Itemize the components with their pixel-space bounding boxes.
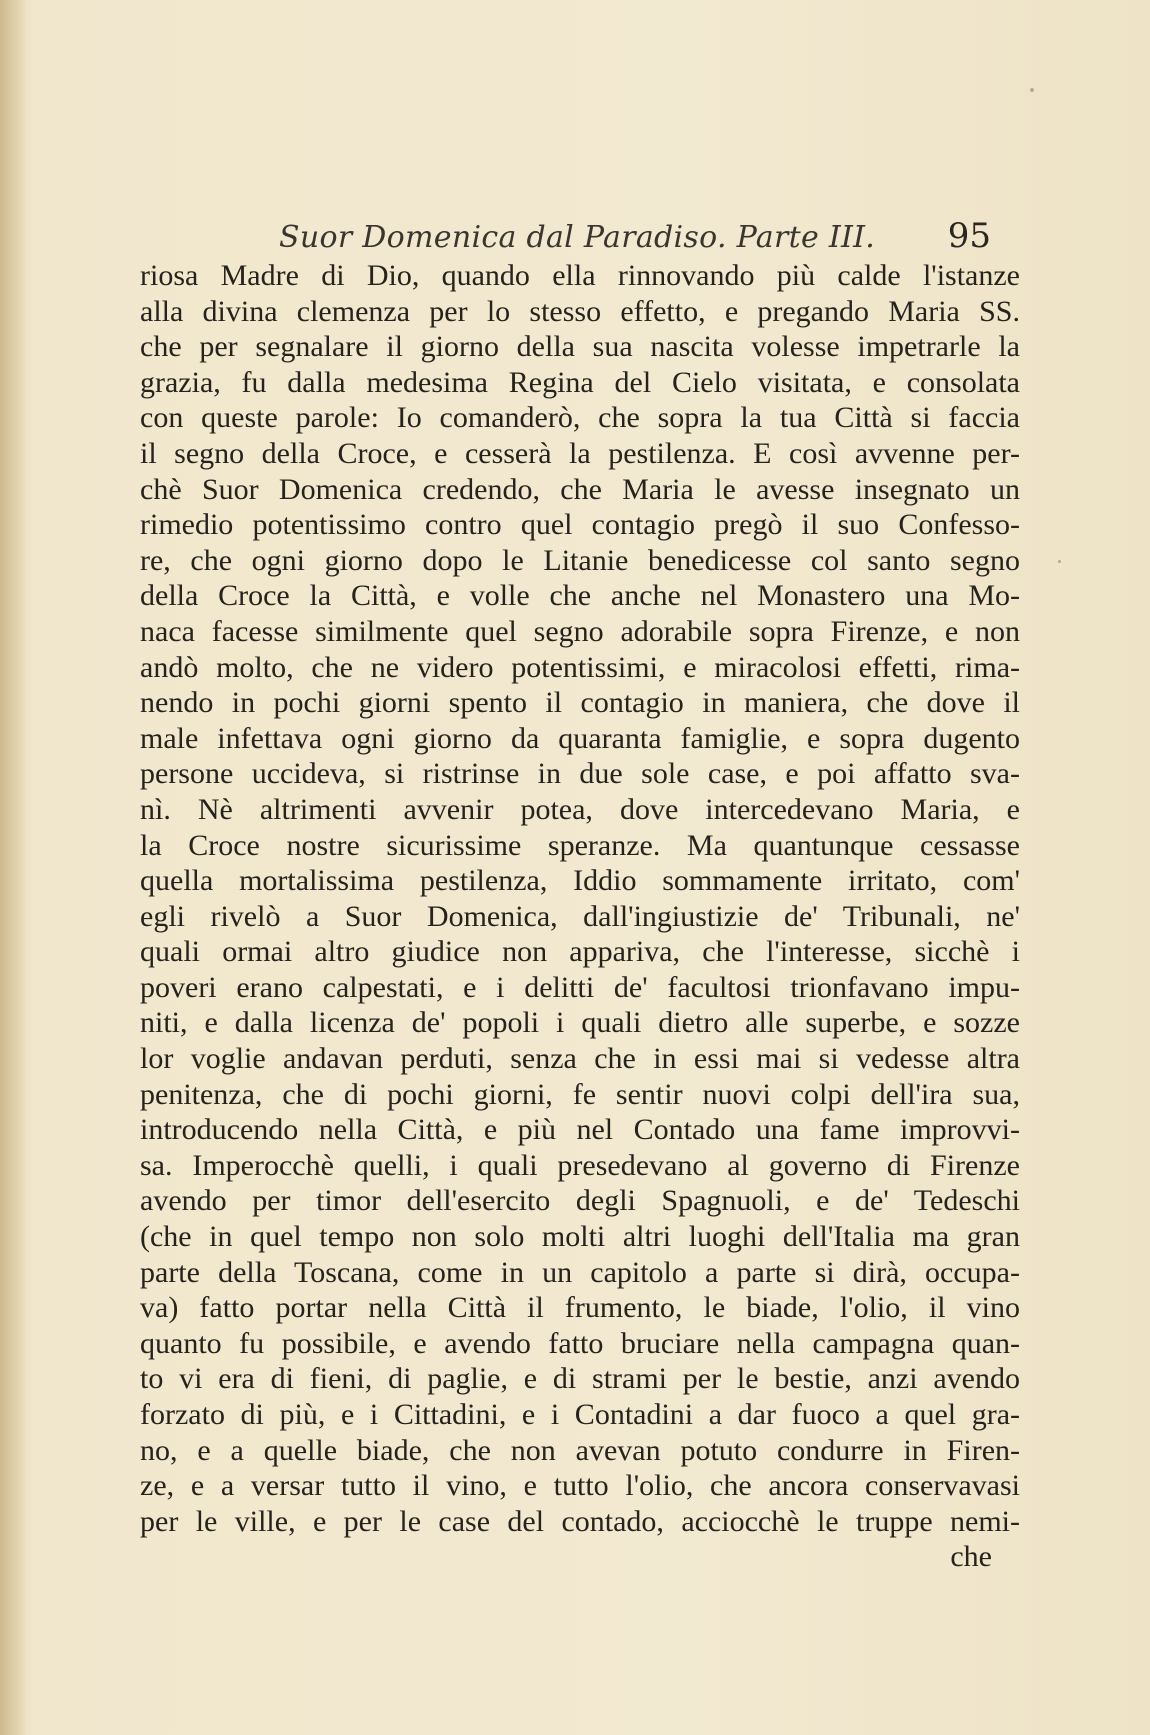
text-line: (che in quel tempo non solo molti altri luoghi dell'Italia ma gran <box>140 1220 1020 1254</box>
text-line: parte della Toscana, come in un capitolo a parte si dirà, occupa- <box>140 1255 1020 1289</box>
text-line: con queste parole: Io comanderò, che sopra la tua Città si faccia <box>140 401 1020 435</box>
text-line: male infettava ogni giorno da quaranta famiglie, e sopra dugento <box>140 721 1020 755</box>
text-line: poveri erano calpestati, e i delitti de' facultosi trionfavano impu- <box>140 970 1020 1004</box>
text-line: rimedio potentissimo contro quel contagio pregò il suo Confesso- <box>140 508 1020 542</box>
running-head: Suor Domenica dal Paradiso. Parte III. <box>279 220 876 255</box>
page-header <box>279 216 999 260</box>
text-line: chè Suor Domenica credendo, che Maria le avesse insegnato un <box>140 472 1020 506</box>
text-line: della Croce la Città, e volle che anche nel Monastero una Mo- <box>140 579 1020 613</box>
text-line: quanto fu possibile, e avendo fatto bruciare nella campagna quan- <box>140 1326 1020 1360</box>
page-number: 95 <box>947 216 991 256</box>
text-line: grazia, fu dalla medesima Regina del Cielo visitata, e consolata <box>140 365 1020 399</box>
paper-speck <box>1030 88 1034 92</box>
text-line: lor voglie andavan perduti, senza che in essi mai si vedesse altra <box>140 1042 1020 1076</box>
text-line: che per segnalare il giorno della sua nascita volesse impetrarle la <box>140 330 1020 364</box>
text-line: sa. Imperocchè quelli, i quali presedevano al governo di Firenze <box>140 1148 1020 1182</box>
text-line: re, che ogni giorno dopo le Litanie benedicesse col santo segno <box>140 543 1020 577</box>
text-line: alla divina clemenza per lo stesso effetto, e pregando Maria SS. <box>140 294 1020 328</box>
body-text <box>140 258 1020 1575</box>
text-line: riosa Madre di Dio, quando ella rinnovando più calde l'istanze <box>140 259 1020 292</box>
paper-speck <box>1058 560 1061 563</box>
page-gutter <box>0 0 26 1735</box>
text-line: quella mortalissima pestilenza, Iddio sommamente irritato, com' <box>140 864 1020 898</box>
text-line: persone uccideva, si ristrinse in due sole case, e poi affatto sva- <box>140 757 1020 791</box>
text-line: introducendo nella Città, e più nel Contado una fame improvvi- <box>140 1113 1020 1147</box>
text-line: egli rivelò a Suor Domenica, dall'ingiustizie de' Tribunali, ne' <box>140 899 1020 933</box>
text-line: va) fatto portar nella Città il frumento, le biade, l'olio, il vino <box>140 1291 1020 1325</box>
text-line: nendo in pochi giorni spento il contagio in maniera, che dove il <box>140 686 1020 720</box>
text-line: quali ormai altro giudice non appariva, che l'interesse, sicchè i <box>140 935 1020 969</box>
text-line: il segno della Croce, e cesserà la pestilenza. E così avvenne per- <box>140 436 1020 470</box>
text-line: naca facesse similmente quel segno adorabile sopra Firenze, e non <box>140 614 1020 648</box>
text-line: no, e a quelle biade, che non avevan potuto condurre in Firen- <box>140 1433 1020 1467</box>
text-line: per le ville, e per le case del contado, acciocchè le truppe nemi- <box>140 1504 1020 1538</box>
text-line: forzato di più, e i Cittadini, e i Contadini a dar fuoco a quel gra- <box>140 1398 1020 1431</box>
text-line: la Croce nostre sicurissime speranze. Ma quantunque cessasse <box>140 828 1020 862</box>
text-line: avendo per timor dell'esercito degli Spagnuoli, e de' Tedeschi <box>140 1184 1020 1218</box>
text-line: to vi era di fieni, di paglie, e di strami per le bestie, anzi avendo <box>140 1362 1020 1396</box>
text-line: andò molto, che ne videro potentissimi, e miracolosi effetti, rima- <box>140 650 1020 684</box>
catchword: che <box>950 1540 992 1574</box>
text-line: nì. Nè altrimenti avvenir potea, dove intercedevano Maria, e <box>140 792 1020 826</box>
text-line: niti, e dalla licenza de' popoli i quali dietro alle superbe, e sozze <box>140 1006 1020 1040</box>
text-line: ze, e a versar tutto il vino, e tutto l'olio, che ancora conservavasi <box>140 1469 1020 1503</box>
text-line: penitenza, che di pochi giorni, fe sentir nuovi colpi dell'ira sua, <box>140 1077 1020 1111</box>
